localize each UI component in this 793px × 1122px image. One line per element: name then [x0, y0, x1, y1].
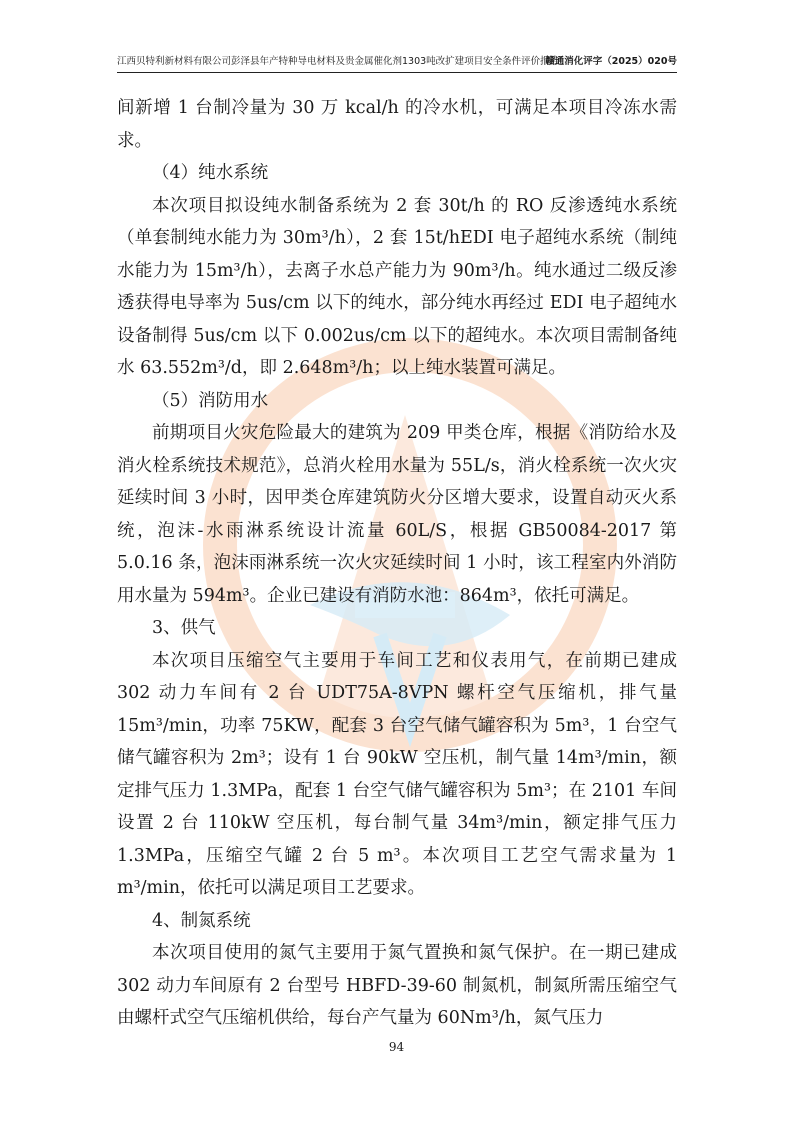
section-heading-gas-supply: 3、供气 [152, 618, 216, 638]
paragraph-pure-water: 本次项目拟设纯水制备系统为 2 套 30t/h 的 RO 反渗透纯水系统（单套制纯水能力为 30m³/h），2 套 15t/hEDI 电子超纯水系统（制纯水能力为 15m³/h），去离子水总产能力为 90m³/h。纯水通过二级反渗透获得电导率为 5us/cm 以下的纯水，部分纯水再经过 EDI 电子超纯水设备制得 5us/cm 以下 0.002us/cm 以下的超纯水。本次项目需制备纯水 63.552m³/d，即 2.648m³/h；以上纯水装置可满足。 [117, 195, 677, 378]
page-header [117, 52, 677, 73]
header-report-number: 赣通消化评字（2025）020号 [545, 56, 677, 67]
header-title: 江西贝特利新材料有限公司彭泽县年产特种导电材料及贵金属催化剂1303吨改扩建项目安全条件评价报告 [117, 56, 560, 67]
page-number: 94 [388, 1040, 405, 1054]
subheading-fire-water: （5）消防用水 [152, 390, 269, 411]
section-heading-nitrogen: 4、制氮系统 [152, 910, 251, 931]
paragraph-gas-supply: 本次项目压缩空气主要用于车间工艺和仪表用气，在前期已建成 302 动力车间有 2 台 UDT75A-8VPN 螺杆空气压缩机，排气量 15m³/min，功率 75KW，配套 3 台空气储气罐容积为 5m³，1 台空气储气罐容积为 2m³；设有 1 台 90kW 空压机，制气量 14m³/min，额定排气压力 1.3MPa，配套 1 台空气储气罐容积为 5m³；在 2101 车间设置 2 台 110kW 空压机，每台制气量 34m³/min，额定排气压力 1.3MPa，压缩空气罐 2 台 5 m³。本次项目工艺空气需求量为 1 m³/min，依托可以满足项目工艺要求。 [117, 650, 677, 898]
document-body [117, 92, 677, 1035]
paragraph-fire-water: 前期项目火灾危险最大的建筑为 209 甲类仓库，根据《消防给水及消火栓系统技术规范》，总消火栓用水量为 55L/s，消火栓系统一次火灾延续时间 3 小时，因甲类仓库建筑防火分区增大要求，设置自动灭火系统，泡沫-水雨淋系统设计流量 60L/S，根据 GB50084-2017 第 5.0.16 条，泡沫雨淋系统一次火灾延续时间 1 小时，该工程室内外消防用水量为 594m³。企业已建设有消防水池：864m³，依托可满足。 [117, 423, 677, 606]
paragraph-nitrogen: 本次项目使用的氮气主要用于氮气置换和氮气保护。在一期已建成 302 动力车间原有 2 台型号 HBFD-39-60 制氮机，制氮所需压缩空气由螺杆式空气压缩机供给，每台产气量为 60Nm³/h，氮气压力 [117, 943, 677, 1028]
paragraph-continuation: 间新增 1 台制冷量为 30 万 kcal/h 的冷水机，可满足本项目冷冻水需求。 [117, 98, 677, 151]
subheading-pure-water: （4）纯水系统 [152, 163, 269, 183]
